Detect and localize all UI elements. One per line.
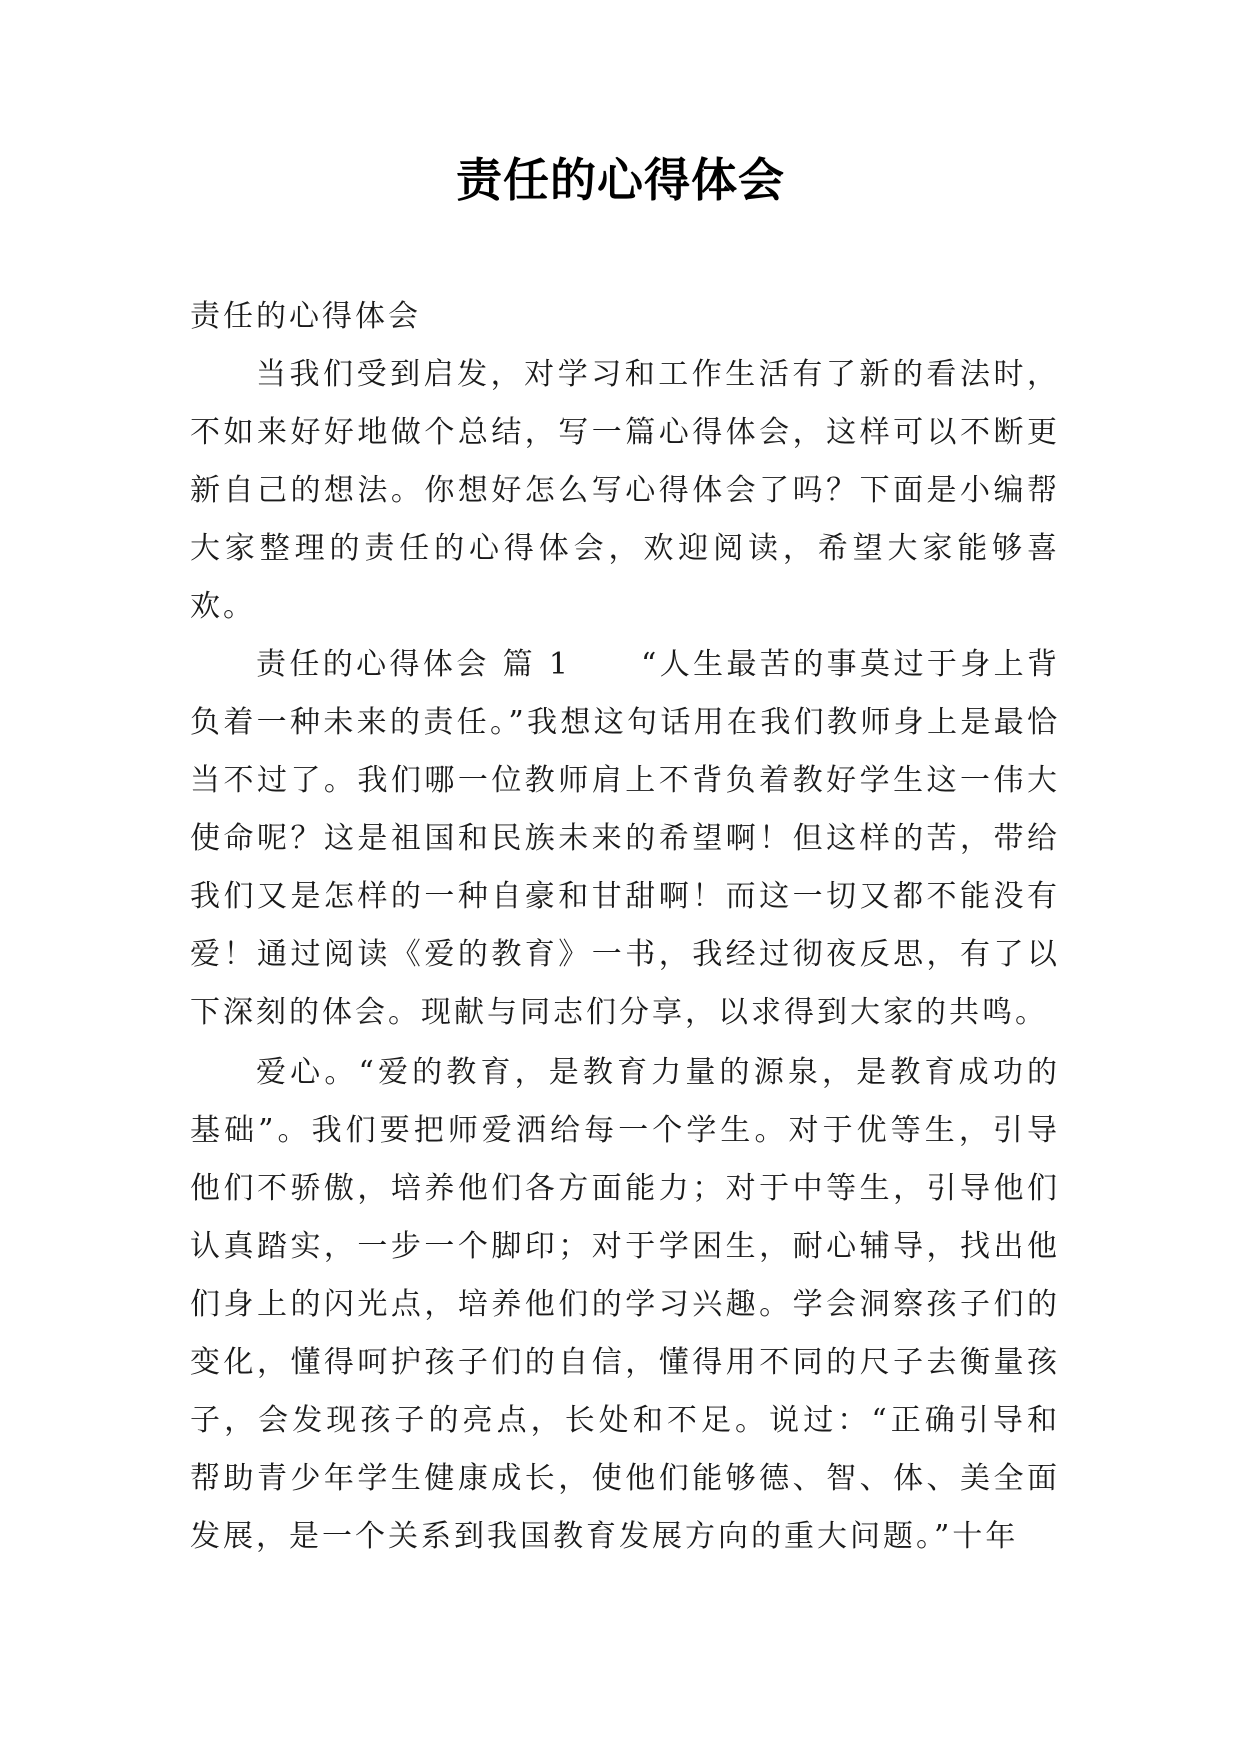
section1-paragraph — [190, 636, 1060, 1042]
document-body — [190, 288, 1060, 1566]
document-title: 责任的心得体会 — [456, 153, 785, 207]
intro-paragraph: 当我们受到启发，对学习和工作生活有了新的看法时，不如来好好地做个总结，写一篇心得体会，这样可以不断更新自己的想法。你想好怎么写心得体会了吗？下面是小编帮大家整理的责任的心得体会，欢迎阅读，希望大家能够喜欢。 — [190, 357, 1060, 624]
subtitle-line: 责任的心得体会 — [190, 299, 421, 334]
love-paragraph: 爱心。“爱的教育，是教育力量的源泉，是教育成功的基础”。我们要把师爱洒给每一个学生。对于优等生，引导他们不骄傲，培养他们各方面能力；对于中等生，引导他们认真踏实，一步一个脚印；对于学困生，耐心辅导，找出他们身上的闪光点，培养他们的学习兴趣。学会洞察孩子们的变化，懂得呵护孩子们的自信，懂得用不同的尺子去衡量孩子，会发现孩子的亮点，长处和不足。说过：“正确引导和帮助青少年学生健康成长，使他们能够德、智、体、美全面发展，是一个关系到我国教育发展方向的重大问题。”十年 — [190, 1055, 1060, 1554]
section1-body: “人生最苦的事莫过于身上背负着一种未来的责任。”我想这句话用在我们教师身上是最恰当不过了。我们哪一位教师肩上不背负着教好学生这一伟大使命呢？这是祖国和民族未来的希望啊！但这样的苦，带给我们又是怎样的一种自豪和甘甜啊！而这一切又都不能没有爱！通过阅读《爱的教育》一书，我经过彻夜反思，有了以下深刻的体会。现献与同志们分享，以求得到大家的共鸣。 — [190, 647, 1060, 1030]
section1-heading: 责任的心得体会 篇 1 — [256, 647, 572, 682]
